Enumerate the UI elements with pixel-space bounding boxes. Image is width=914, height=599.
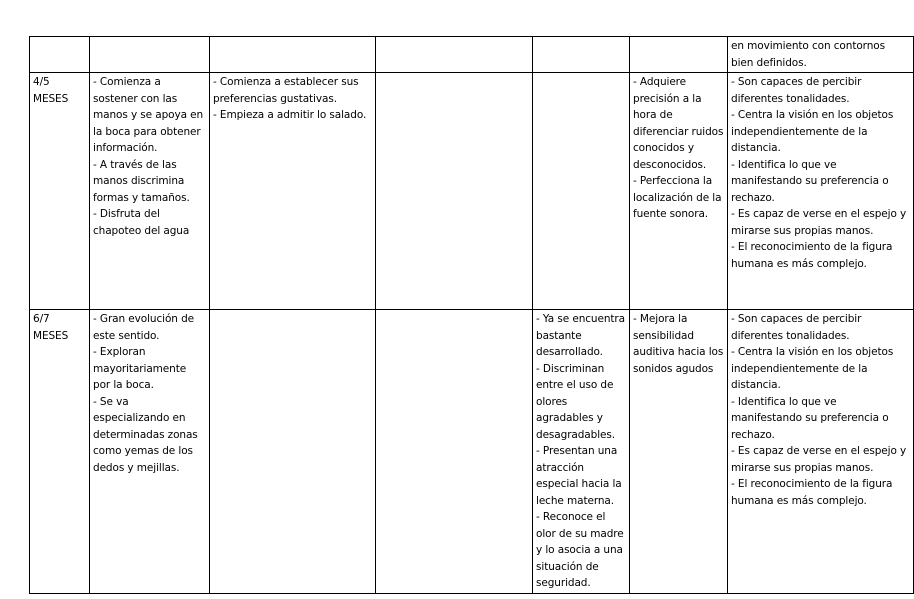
olfato-cell — [533, 73, 630, 310]
cell-line: en movimiento con contornos bien definidos. — [731, 40, 885, 69]
cell-line: 6/7 — [33, 313, 50, 325]
cell-line: - Presentan una atracción especial hacia la leche materna. — [536, 445, 622, 507]
cell-line: - A través de las manos discrimina formas y tamaños. — [93, 158, 190, 204]
oido-cell — [630, 37, 728, 73]
cell-line: - Son capaces de percibir diferentes tonalidades. — [731, 76, 862, 105]
table-row — [30, 37, 914, 73]
gusto-cell — [210, 310, 376, 594]
table-row — [30, 73, 914, 310]
cell-line: - Identifica lo que ve manifestando su preferencia o rechazo. — [731, 395, 889, 441]
blank-cell — [376, 73, 533, 310]
cell-line: - Son capaces de percibir diferentes tonalidades. — [731, 313, 862, 342]
cell-line: - Gran evolución de este sentido. — [93, 313, 195, 342]
cell-line: - Centra la visión en los objetos independientemente de la distancia. — [731, 346, 894, 391]
cell-line: - Identifica lo que ve manifestando su preferencia o rechazo. — [731, 158, 889, 204]
cell-line: - El reconocimiento de la figura humana es más complejo. — [731, 478, 893, 507]
tacto-cell — [90, 37, 210, 73]
vista-cell — [728, 310, 914, 594]
table-body — [30, 37, 914, 594]
cell-line: - Mejora la sensibilidad auditiva hacia los sonidos agudos — [633, 313, 724, 375]
tacto-cell — [90, 73, 210, 310]
cell-line: - Reconoce el olor de su madre y lo asocia a una situación de seguridad. — [536, 511, 624, 589]
cell-line: - Se va especializando en determinadas zonas como yemas de los dedos y mejillas. — [93, 395, 198, 474]
cell-line: - Es capaz de verse en el espejo y mirarse sus propias manos. — [731, 445, 907, 474]
tacto-cell — [90, 310, 210, 594]
age-cell — [30, 73, 90, 310]
cell-line: - Es capaz de verse en el espejo y mirarse sus propias manos. — [731, 208, 907, 237]
cell-line: - Perfecciona la localización de la fuente sonora. — [633, 175, 722, 220]
cell-line: - Comienza a sostener con las manos y se apoya en la boca para obtener información. — [93, 76, 204, 154]
vista-cell — [728, 73, 914, 310]
cell-line: - Empieza a admitir lo salado. — [213, 109, 367, 121]
cell-line: - Ya se encuentra bastante desarrollado. — [536, 313, 625, 358]
gusto-cell — [210, 37, 376, 73]
cell-line: MESES — [33, 329, 69, 342]
cell-line: - Adquiere precisión a la hora de diferenciar ruidos conocidos y desconocidos. — [633, 76, 724, 171]
oido-cell — [630, 73, 728, 310]
cell-line: - Centra la visión en los objetos independientemente de la distancia. — [731, 109, 894, 154]
table-row — [30, 310, 914, 594]
oido-cell — [630, 310, 728, 594]
cell-line: - Exploran mayoritariamente por la boca. — [93, 346, 187, 391]
age-cell — [30, 37, 90, 73]
olfato-cell — [533, 37, 630, 73]
vista-cell — [728, 37, 914, 73]
gusto-cell — [210, 73, 376, 310]
olfato-cell — [533, 310, 630, 594]
cell-line: MESES — [33, 92, 69, 105]
cell-line: 4/5 — [33, 76, 50, 88]
cell-line: - Disfruta del chapoteo del agua — [93, 208, 190, 237]
blank-cell — [376, 37, 533, 73]
cell-line: - El reconocimiento de la figura humana es más complejo. — [731, 241, 893, 270]
age-cell — [30, 310, 90, 594]
cell-line: - Discriminan entre el uso de olores agradables y desagradables. — [536, 362, 615, 441]
blank-cell — [376, 310, 533, 594]
development-table — [29, 36, 914, 594]
cell-line: - Comienza a establecer sus preferencias gustativas. — [213, 76, 359, 105]
